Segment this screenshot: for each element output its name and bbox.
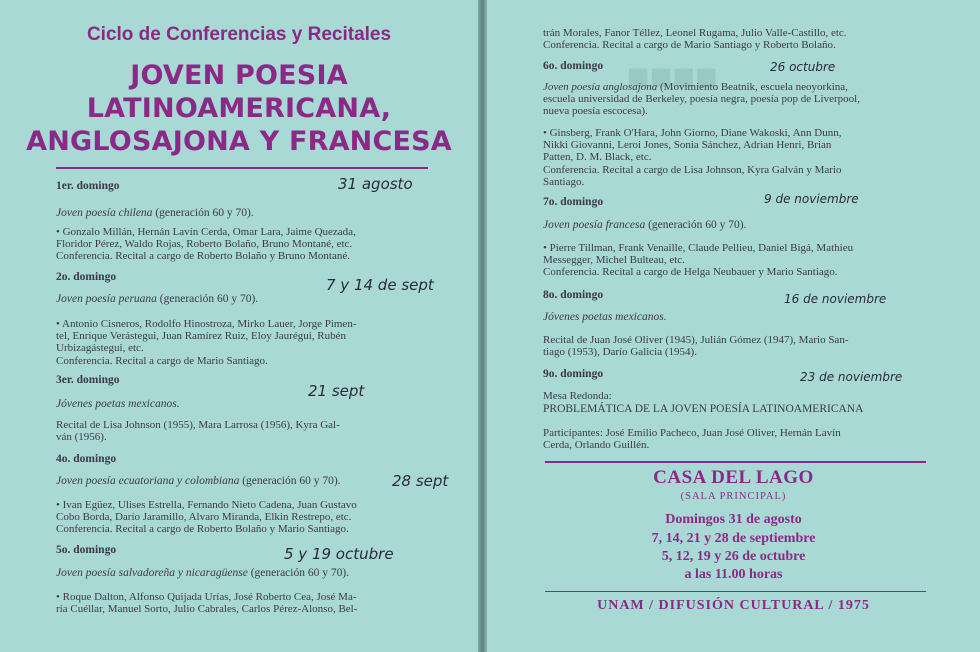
session-8-day: 8o. domingo (543, 289, 604, 301)
session-2-topic-note: (generación 60 y 70). (159, 293, 259, 305)
footer-rule (545, 591, 926, 592)
session-2-body: • Antonio Cisneros, Rodolfo Hinostroza, Mirko Lauer, Jorge Pimen- tel, Enrique Verástegui, Juan Ramírez Ruiz, Eloy Jaurégui, Rubén Urbizagástegui, etc. Conferencia. Recital a cargo de Mario Santiago. (56, 318, 357, 367)
session-4-handwritten-date: 28 sept (392, 472, 449, 490)
session-8-handwritten-date: 16 de noviembre (784, 292, 887, 306)
session-5-body: • Roque Dalton, Alfonso Quijada Urías, José Roberto Cea, José Ma- ría Cuéllar, Manuel Sorto, Julio Cabrales, Carlos Pérez-Alonso, Bel- (56, 591, 358, 616)
left-page (0, 0, 478, 652)
venue-title: CASA DEL LAGO (653, 467, 814, 488)
main-title-line-2: LATINOAMERICANA, (86, 93, 392, 124)
session-5-topic-text: Joven poesía salvadoreña y nicaragüense (56, 567, 248, 579)
session-7-topic-text: Joven poesía francesa (543, 219, 646, 231)
session-2-day: 2o. domingo (56, 271, 117, 283)
session-9-handwritten-date: 23 de noviembre (800, 370, 903, 384)
session-7-day: 7o. domingo (543, 196, 604, 208)
session-2-topic (56, 293, 258, 305)
session-3-body: Recital de Lisa Johnson (1955), Mara Larrosa (1956), Kyra Gal- ván (1956). (56, 419, 340, 444)
session-4-topic-text: Joven poesía ecuatoriana y colombiana (56, 475, 240, 487)
session-6-day: 6o. domingo (543, 60, 604, 72)
session-3-day: 3er. domingo (56, 374, 120, 386)
session-4-topic-note: (generación 60 y 70). (242, 475, 341, 487)
date-line-1: Domingos 31 de agosto (665, 512, 802, 527)
session-5-topic-note: (generación 60 y 70). (250, 567, 350, 579)
main-title-line-3: ANGLOSAJONA Y FRANCESA (26, 126, 452, 157)
session-4-body: • Ivan Egüez, Ulises Estrella, Fernando Nieto Cadena, Juan Gustavo Cobo Borda, Darío Jaramillo, Alvaro Miranda, Elkin Restrepo, etc. Conferencia. Recital a cargo de Roberto Bolaño y Mario Santiago. (56, 499, 357, 536)
session-4-day: 4o. domingo (56, 453, 117, 465)
session-6-body: • Ginsberg, Frank O'Hara, John Giorno, Diane Wakoski, Ann Dunn, Nikki Giovanni, Leroi Jones, Sonia Sánchez, Adrian Henri, Brian Patten, D. M. Black, etc. Conferencia. Recital a cargo de Lisa Johnson, Kyra Galván y Mario Santiago. (543, 127, 842, 188)
title-rule (56, 167, 428, 169)
date-line-3: 5, 12, 19 y 26 de octubre (661, 549, 806, 564)
mesa-label: Mesa Redonda: (543, 390, 612, 402)
session-5-handwritten-date: 5 y 19 octubre (284, 545, 394, 563)
session-6-topic-note: (Movimiento Beatnik, escuela neoyorkina, escuela universidad de Berkeley, poesía negra, poesía pop de Liverpool, nueva poesía escocesa). (543, 81, 860, 118)
session-7-topic (543, 219, 746, 231)
session-5-topic (56, 567, 349, 579)
session-1-body: • Gonzalo Millán, Hernán Lavín Cerda, Omar Lara, Jaime Quezada, Floridor Pérez, Waldo Rojas, Roberto Bolaño, Bruno Montané, etc. Conferencia. Recital a cargo de Roberto Bolaño y Bruno Montané. (56, 226, 356, 263)
session-9-day: 9o. domingo (543, 368, 604, 380)
session-3-handwritten-date: 21 sept (308, 382, 365, 400)
session-8-topic: Jóvenes poetas mexicanos. (543, 311, 667, 323)
session-1-topic (56, 207, 254, 219)
session-7-handwritten-date: 9 de noviembre (764, 192, 859, 206)
date-line-2: 7, 14, 21 y 28 de septiembre (651, 531, 816, 546)
bleed-through-shadow: ■■■■ (627, 62, 718, 90)
session-1-topic-note: (generación 60 y 70). (155, 207, 254, 219)
participants: Participantes: José Emilio Pacheco, Juan José Oliver, Hernán Lavín Cerda, Orlando Guillén. (543, 427, 841, 452)
session-1-day: 1er. domingo (56, 180, 120, 192)
session-6-handwritten-date: 26 octubre (770, 60, 836, 74)
session-1-handwritten-date: 31 agosto (338, 175, 413, 193)
date-line-4: a las 11.00 horas (684, 567, 783, 582)
footer-credit: UNAM / DIFUSIÓN CULTURAL / 1975 (597, 598, 870, 613)
series-title: Ciclo de Conferencias y Recitales (86, 24, 392, 45)
session-5-day: 5o. domingo (56, 544, 117, 556)
session-4-topic (56, 475, 341, 487)
mesa-title: PROBLEMÁTICA DE LA JOVEN POESÍA LATINOAMERICANA (543, 403, 864, 415)
main-title-line-1: JOVEN POESIA (130, 60, 348, 91)
session-3-topic: Jóvenes poetas mexicanos. (56, 398, 180, 410)
page-gutter (478, 0, 487, 652)
venue-rule-top (545, 461, 926, 463)
session-1-topic-text: Joven poesía chilena (56, 207, 153, 219)
session-8-body: Recital de Juan José Oliver (1945), Julián Gómez (1947), Mario San- tiago (1953), Darío Galicia (1954). (543, 334, 849, 359)
session-2-topic-text: Joven poesía peruana (56, 293, 157, 305)
session-2-handwritten-date: 7 y 14 de sept (326, 276, 434, 294)
continued-text: trán Morales, Fanor Téllez, Leonel Rugama, Julio Valle-Castillo, etc. Conferencia. Recital a cargo de Mario Santiago y Roberto Bolaño. (543, 27, 847, 52)
session-6-topic-text: Joven poesía anglosajona (543, 81, 658, 93)
session-7-body: • Pierre Tillman, Frank Venaille, Claude Pellieu, Daniel Bigá, Mathieu Messegger, Michel Bulteau, etc. Conferencia. Recital a cargo de Helga Neubauer y Mario Santiago. (543, 242, 854, 279)
venue-subtitle: (SALA PRINCIPAL) (680, 491, 787, 502)
session-7-topic-note: (generación 60 y 70). (648, 219, 747, 231)
session-6-topic (543, 81, 860, 118)
